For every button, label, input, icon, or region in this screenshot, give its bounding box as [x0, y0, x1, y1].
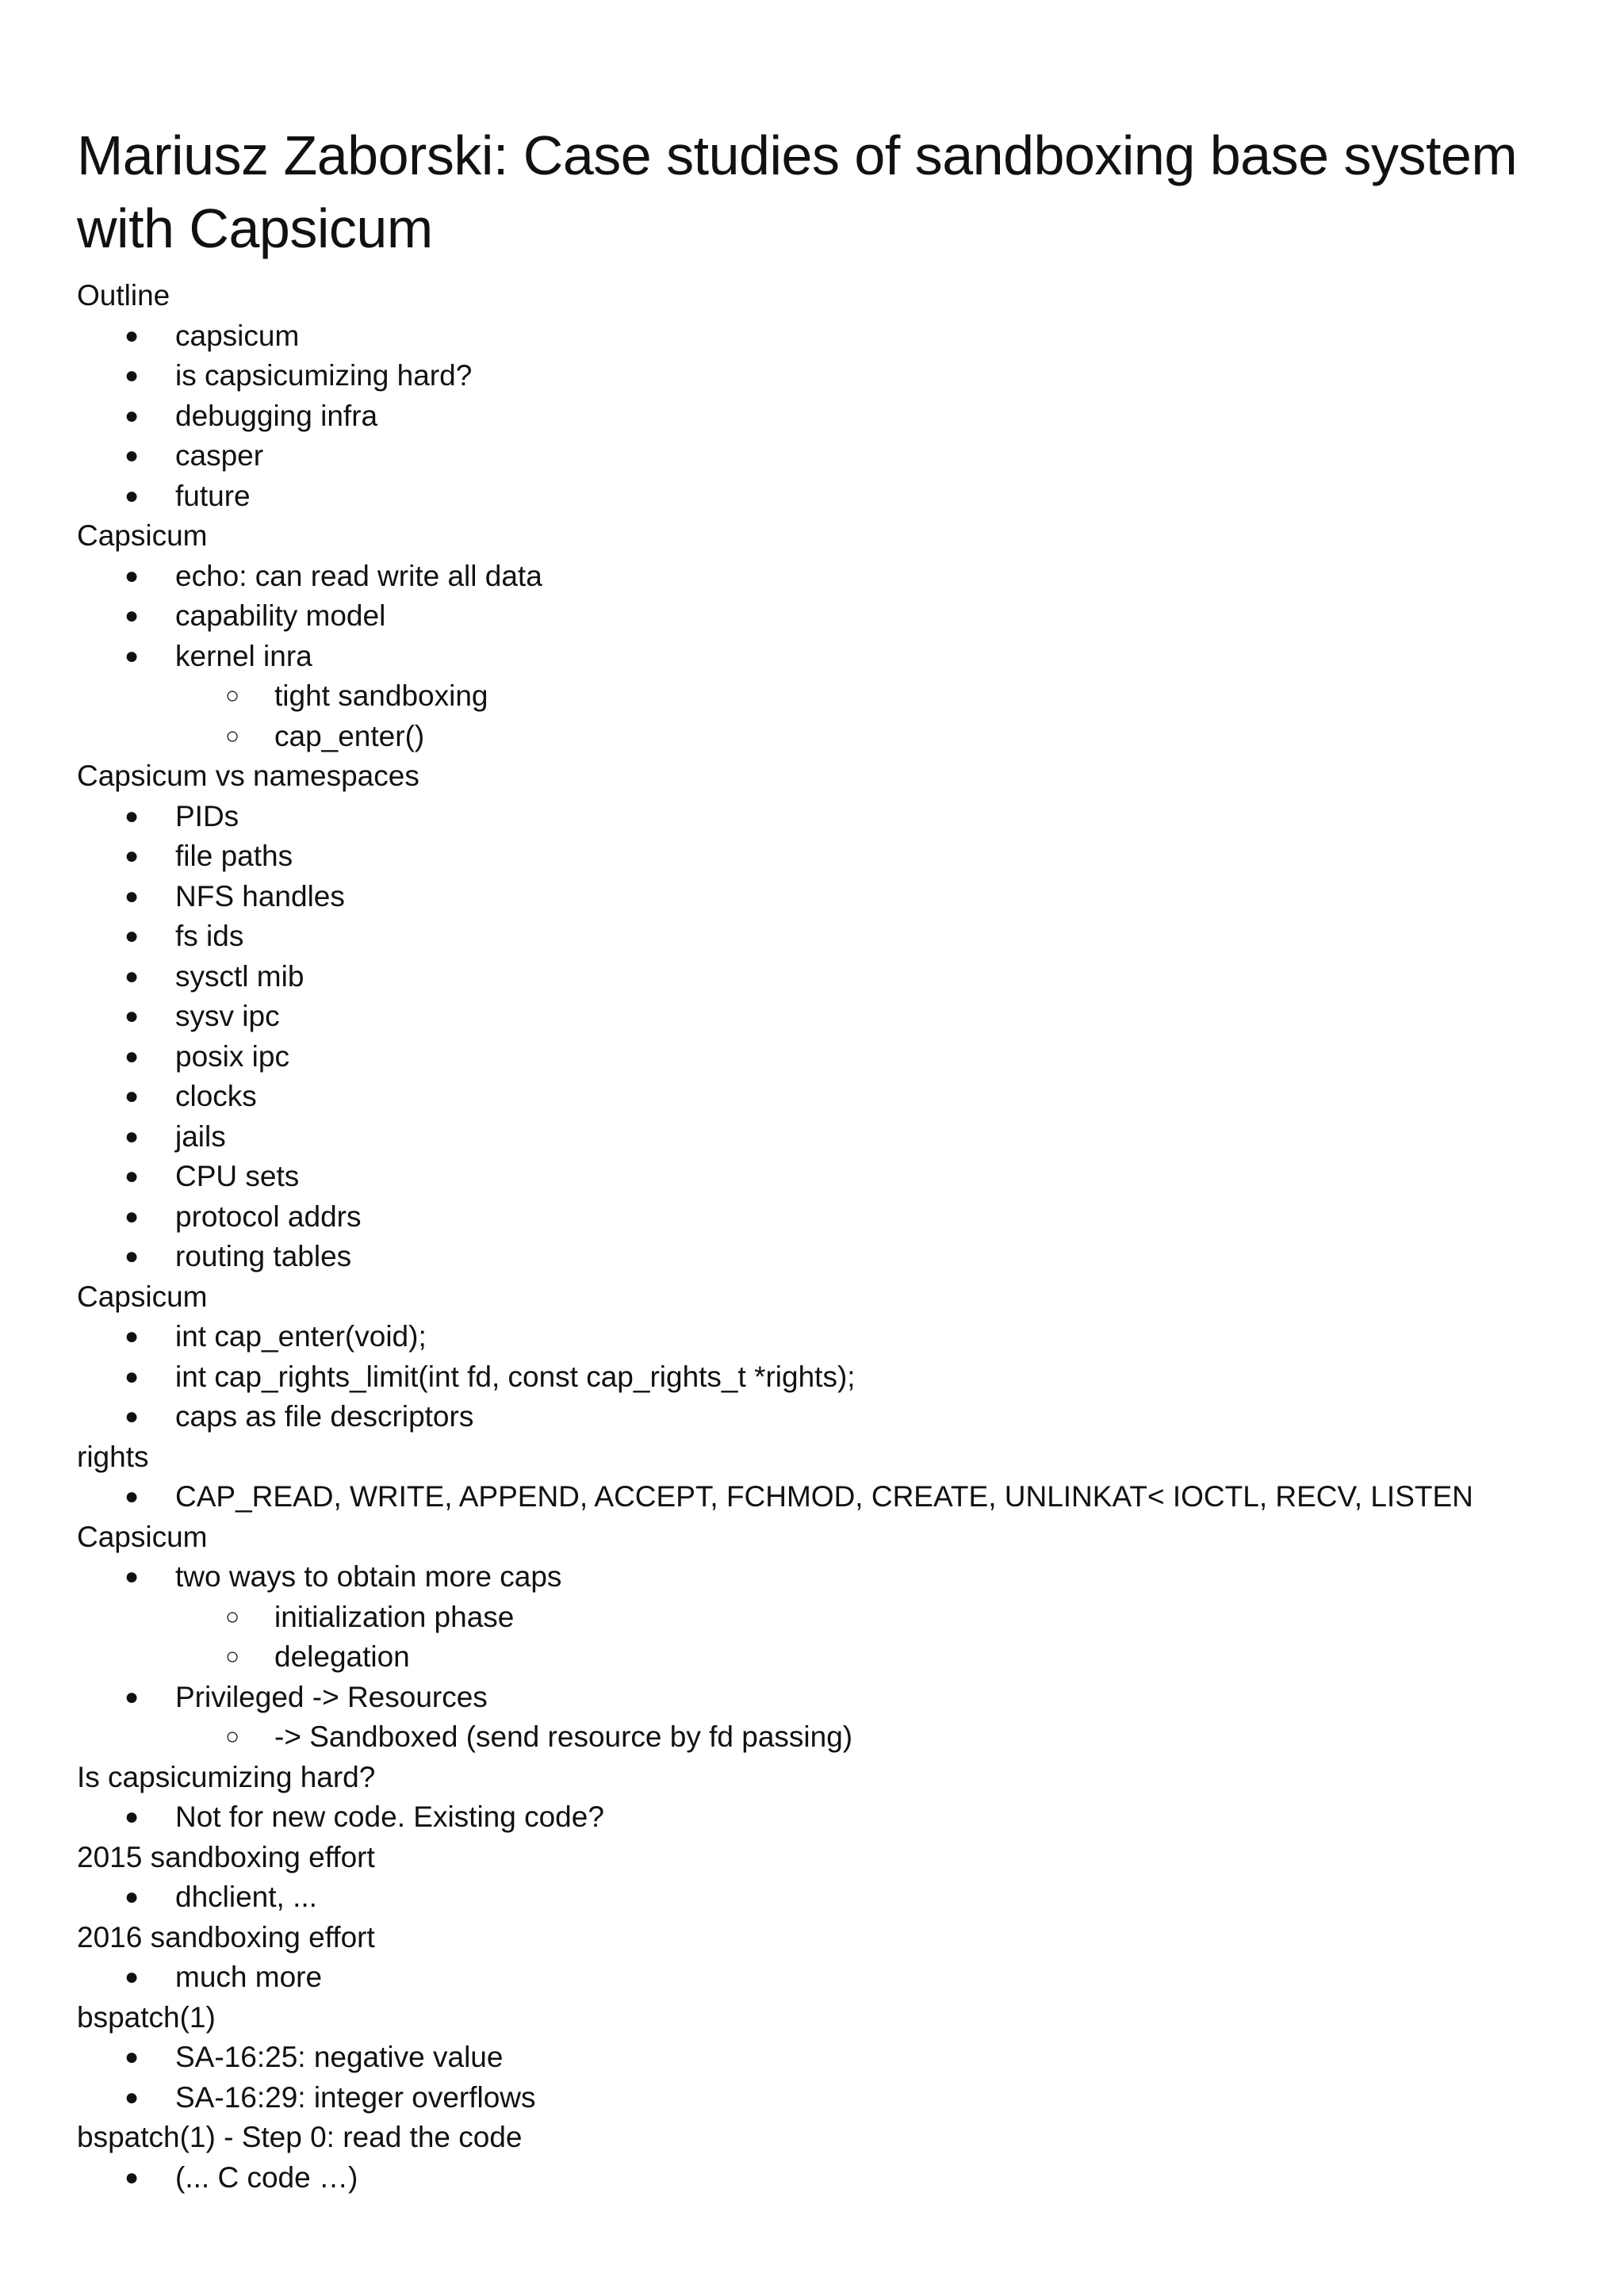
sub-list-item: [77, 717, 1584, 757]
list-item: [77, 1077, 1584, 1117]
bullet-icon: ●: [124, 1123, 140, 1150]
list-item-text: tight sandboxing: [274, 679, 488, 712]
list-item-text: CAP_READ, WRITE, APPEND, ACCEPT, FCHMOD, CREATE, UNLINKAT< IOCTL, RECV, LISTEN: [175, 1480, 1473, 1513]
list-item: [77, 1237, 1584, 1277]
list-item: [77, 797, 1584, 837]
list-item-text: SA-16:25: negative value: [175, 2041, 504, 2073]
list-item: [77, 316, 1584, 357]
bullet-icon: ●: [124, 562, 140, 589]
list-item: [77, 596, 1584, 637]
bullet-icon: ●: [124, 882, 140, 909]
list-item-text: much more: [175, 1961, 323, 1993]
section-heading: Outline: [77, 279, 170, 312]
bullet-icon: ●: [124, 362, 140, 388]
section-heading: 2016 sandboxing effort: [77, 1920, 375, 1954]
list-item-text: casper: [175, 439, 264, 472]
list-item-text: capability model: [175, 599, 386, 632]
list-item-text: Not for new code. Existing code?: [175, 1800, 604, 1833]
list-item-text: sysv ipc: [175, 1000, 280, 1032]
list-item-text: cap_enter(): [274, 719, 425, 752]
list-item: [77, 1117, 1584, 1158]
hollow-bullet-icon: ○: [225, 1603, 240, 1630]
bullet-icon: ●: [124, 1964, 140, 1990]
list-item: [77, 1797, 1584, 1838]
sub-list-item: [77, 1717, 1584, 1758]
list-item-text: file paths: [175, 840, 293, 872]
bullet-icon: ●: [124, 2084, 140, 2110]
list-item: [77, 1397, 1584, 1437]
list-item: [77, 1157, 1584, 1197]
list-item-text: NFS handles: [175, 879, 345, 913]
list-item-text: is capsicumizing hard?: [175, 359, 473, 392]
list-item-text: future: [175, 479, 251, 512]
sub-list-item: [77, 1637, 1584, 1678]
list-item: [77, 1037, 1584, 1077]
section-heading: bspatch(1) - Step 0: read the code: [77, 2121, 523, 2153]
bullet-icon: ●: [124, 1323, 140, 1349]
bullet-icon: ●: [124, 603, 140, 629]
bullet-icon: ●: [124, 2164, 140, 2191]
list-item: [77, 356, 1584, 396]
page-title: Mariusz Zaborski: Case studies of sandboxing base system with Capsicum: [77, 124, 1518, 259]
bullet-icon: ●: [124, 442, 140, 469]
list-item: [77, 997, 1584, 1037]
list-item: [77, 1197, 1584, 1238]
list-item: [77, 2078, 1584, 2118]
bullet-icon: ●: [124, 962, 140, 989]
list-item-text: kernel inra: [175, 639, 312, 672]
hollow-bullet-icon: ○: [225, 1724, 240, 1750]
list-item-text: capsicum: [175, 319, 300, 352]
list-item: [77, 557, 1584, 597]
sub-list-item: [77, 676, 1584, 717]
hollow-bullet-icon: ○: [225, 683, 240, 709]
section-heading: 2015 sandboxing effort: [77, 1840, 375, 1873]
list-item-text: debugging infra: [175, 399, 378, 432]
bullet-icon: ●: [124, 843, 140, 869]
list-item-text: int cap_rights_limit(int fd, const cap_rights_t *rights);: [175, 1360, 856, 1393]
bullet-icon: ●: [124, 1483, 140, 1510]
list-item-text: sysctl mib: [175, 959, 304, 993]
list-item: [77, 1877, 1584, 1918]
hollow-bullet-icon: ○: [225, 1644, 240, 1670]
bullet-icon: ●: [124, 1163, 140, 1189]
bullet-icon: ●: [124, 1243, 140, 1269]
list-item: [77, 836, 1584, 877]
section-heading: Is capsicumizing hard?: [77, 1760, 376, 1793]
document: [77, 119, 1584, 2198]
section-heading: bspatch(1): [77, 2000, 216, 2034]
list-item: [77, 957, 1584, 997]
bullet-icon: ●: [124, 1083, 140, 1109]
list-item: [77, 436, 1584, 476]
list-item-text: jails: [175, 1119, 226, 1153]
list-item-text: PIDs: [175, 799, 239, 832]
list-item: [77, 476, 1584, 517]
list-item-text: Privileged -> Resources: [175, 1680, 488, 1713]
list-item: [77, 396, 1584, 437]
list-item-text: clocks: [175, 1080, 257, 1112]
list-item: [77, 1317, 1584, 1357]
list-item-text: CPU sets: [175, 1160, 300, 1192]
bullet-icon: ●: [124, 1203, 140, 1230]
bullet-icon: ●: [124, 322, 140, 349]
list-item: [77, 637, 1584, 677]
section-heading: rights: [77, 1440, 149, 1473]
list-item-text: posix ipc: [175, 1039, 289, 1073]
list-item-text: int cap_enter(void);: [175, 1320, 427, 1353]
list-item-text: SA-16:29: integer overflows: [175, 2080, 536, 2114]
section-heading: Capsicum: [77, 1520, 208, 1553]
section-heading: Capsicum: [77, 519, 208, 552]
bullet-icon: ●: [124, 1363, 140, 1390]
list-item: [77, 1357, 1584, 1398]
list-item: [77, 2038, 1584, 2078]
list-item-text: caps as file descriptors: [175, 1400, 474, 1433]
bullet-icon: ●: [124, 482, 140, 509]
section-heading: Capsicum: [77, 1280, 208, 1313]
list-item: [77, 877, 1584, 917]
hollow-bullet-icon: ○: [225, 722, 240, 749]
list-item-text: protocol addrs: [175, 1200, 362, 1233]
list-item-text: delegation: [274, 1640, 410, 1673]
list-item-text: two ways to obtain more caps: [175, 1560, 562, 1593]
list-item: [77, 1477, 1584, 1517]
list-item-text: dhclient, ...: [175, 1881, 317, 1913]
bullet-icon: ●: [124, 2044, 140, 2070]
bullet-icon: ●: [124, 923, 140, 949]
list-item-text: (... C code …): [175, 2160, 358, 2194]
sub-list-item: [77, 1598, 1584, 1638]
list-item: [77, 1957, 1584, 1998]
bullet-icon: ●: [124, 1043, 140, 1070]
list-item-text: initialization phase: [274, 1600, 515, 1633]
bullet-icon: ●: [124, 1884, 140, 1910]
list-item-text: fs ids: [175, 920, 244, 952]
list-item: [77, 1557, 1584, 1598]
section-heading: Capsicum vs namespaces: [77, 760, 419, 792]
bullet-icon: ●: [124, 1003, 140, 1029]
document-body: [77, 276, 1584, 2198]
list-item-text: -> Sandboxed (send resource by fd passing): [274, 1720, 853, 1753]
bullet-icon: ●: [124, 1804, 140, 1830]
list-item-text: routing tables: [175, 1240, 352, 1272]
list-item: [77, 1678, 1584, 1718]
list-item-text: echo: can read write all data: [175, 559, 542, 592]
bullet-icon: ●: [124, 402, 140, 429]
bullet-icon: ●: [124, 1683, 140, 1710]
bullet-icon: ●: [124, 802, 140, 829]
bullet-icon: ●: [124, 1403, 140, 1429]
bullet-icon: ●: [124, 1563, 140, 1590]
list-item: [77, 2158, 1584, 2198]
list-item: [77, 916, 1584, 957]
bullet-icon: ●: [124, 642, 140, 669]
